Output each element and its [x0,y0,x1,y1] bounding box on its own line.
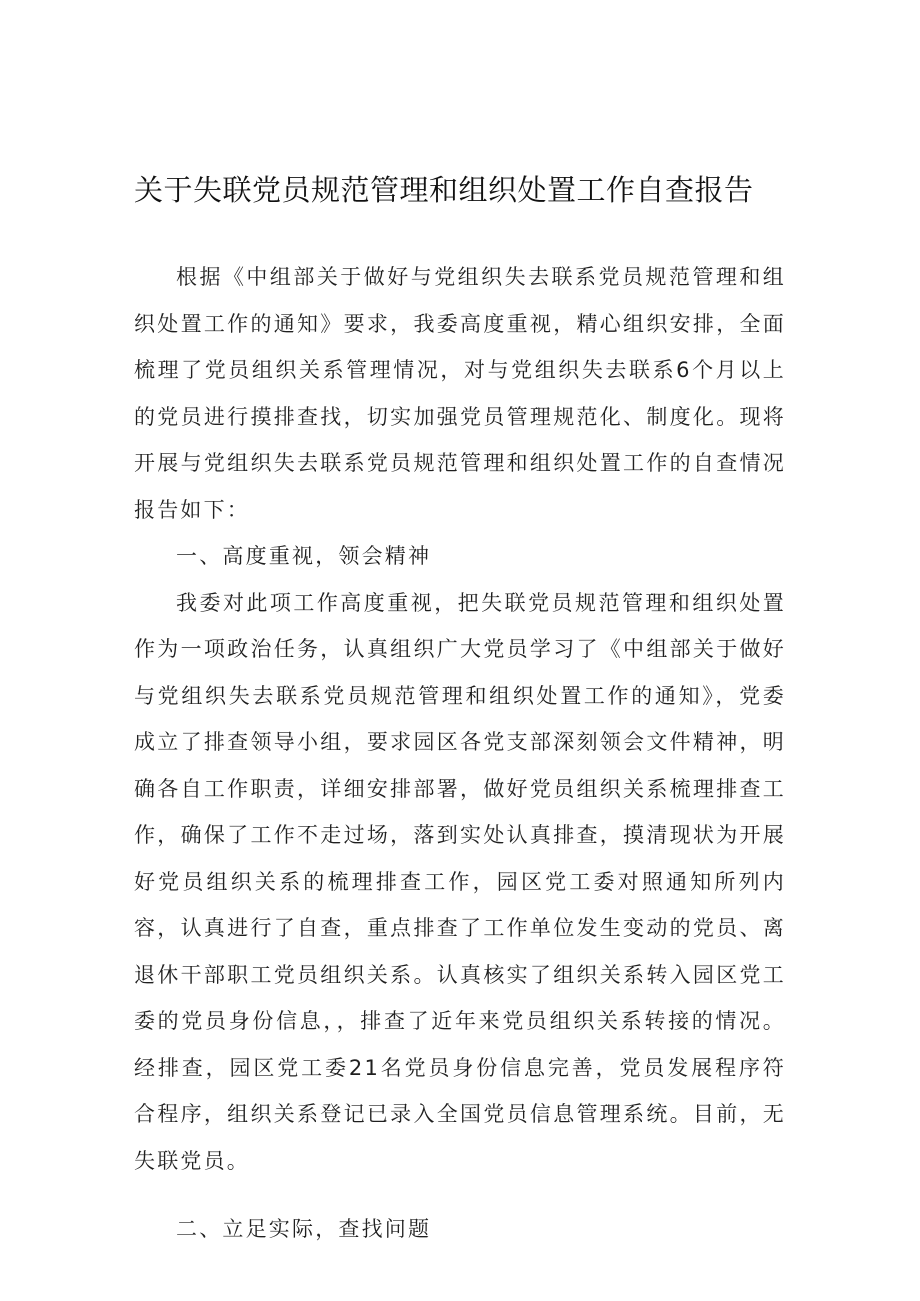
document-title: 关于失联党员规范管理和组织处置工作自查报告 [134,173,754,207]
intro-paragraph: 根据《中组部关于做好与党组织失去联系党员规范管理和组织处置工作的通知》要求，我委高度重视，精心组织安排，全面梳理了党员组织关系管理情况，对与党组织失去联系6个月以上的党员进行摸排查找，切实加强党员管理规范化、制度化。现将开展与党组织失去联系党员规范管理和组织处置工作的自查情况报告如下： [134,265,786,522]
section-body-1: 我委对此项工作高度重视，把失联党员规范管理和组织处置作为一项政治任务，认真组织广大党员学习了《中组部关于做好与党组织失去联系党员规范管理和组织处置工作的通知》，党委成立了排查领导小组，要求园区各党支部深刻领会文件精神，明确各自工作职责，详细安排部署，做好党员组织关系梳理排查工作，确保了工作不走过场，落到实处认真排查，摸清现状为开展好党员组织关系的梳理排查工作，园区党工委对照通知所列内容，认真进行了自查，重点排查了工作单位发生变动的党员、离退休干部职工党员组织关系。认真核实了组织关系转入园区党工委的党员身份信息，，排查了近年来党员组织关系转接的情况。经排查，园区党工委21名党员身份信息完善，党员发展程序符合程序，组织关系登记已录入全国党员信息管理系统。目前，无失联党员。 [134,590,786,1173]
section-heading-1: 一、高度重视，领会精神 [176,544,432,568]
section-heading-2: 二、立足实际，查找问题 [176,1217,432,1241]
